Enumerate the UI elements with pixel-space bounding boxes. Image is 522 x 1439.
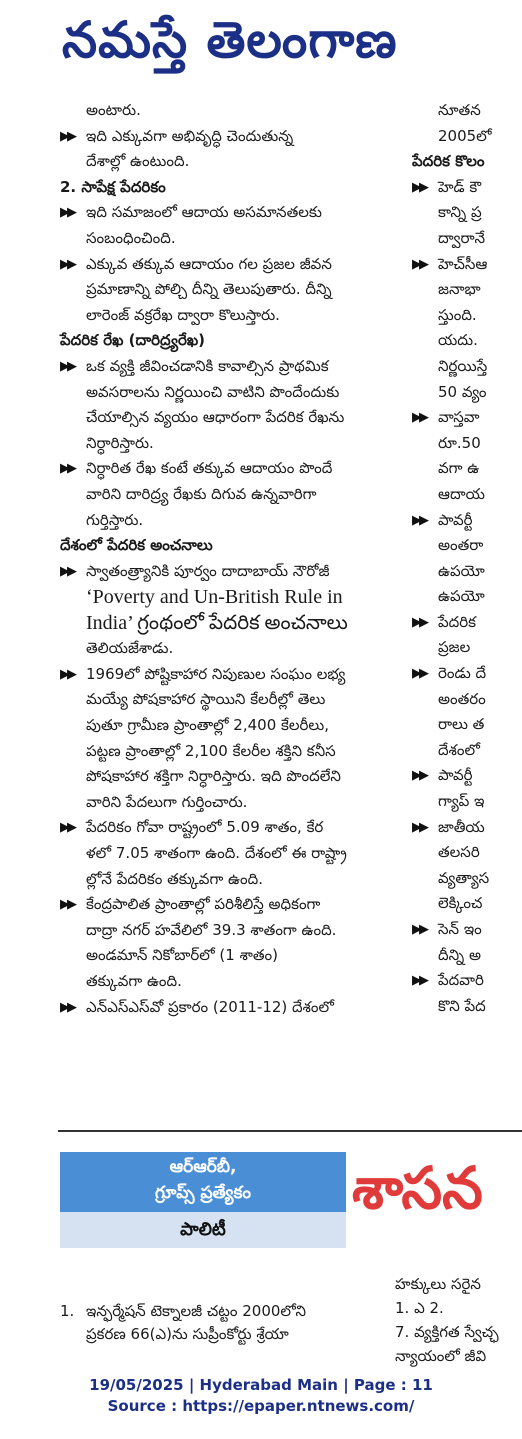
text-line: ఆదాయ <box>438 484 485 503</box>
text-line: రూ.50 <box>438 433 481 452</box>
text-line: అండమాన్ నికోబార్‌లో (1 శాతం) <box>86 946 278 965</box>
double-arrow-icon: ▶▶ <box>60 666 74 682</box>
text-line: కాన్ని ప్ర <box>438 203 482 222</box>
bullet-item <box>412 175 522 201</box>
text-line: పావర్టీ <box>438 510 473 529</box>
text-line: స్తుంది. <box>438 305 477 324</box>
bullet-item <box>60 559 408 585</box>
text-line: పేదరికం గోవా రాష్ట్రంలో 5.09 శాతం, కేర <box>86 818 324 837</box>
bullet-item <box>412 968 522 994</box>
left-column <box>60 98 408 1020</box>
text-line: తక్కువగా ఉంది. <box>86 972 182 990</box>
double-arrow-icon: ▶▶ <box>412 410 426 426</box>
text-line: సంబంధించింది. <box>86 228 176 247</box>
text-line: 1. ఎ 2. <box>395 1299 444 1317</box>
text-line: వారిని దారిద్ర్య రేఖకు దిగువ ఉన్నవారిగా <box>86 484 317 503</box>
text-line: స్వాతంత్ర్యానికి పూర్వం దాదాబాయ్ నౌరోజీ <box>86 561 330 580</box>
text-line: ప్రమాణాన్ని పోల్చి దీన్ని తెలుపుతారు. దీన్ని <box>86 280 332 299</box>
question-text: ప్రకరణ 66(ఎ)ను సుప్రీంకోర్టు శ్రేయా <box>86 1325 289 1343</box>
text-line: రాలు త <box>438 715 485 734</box>
text-line: పోషకాహార శక్తిగా నిర్ధారిస్తారు. ఇది పొందలేని <box>86 767 341 786</box>
double-arrow-icon: ▶▶ <box>60 820 74 836</box>
double-arrow-icon: ▶▶ <box>412 512 426 528</box>
text-line: ఎక్కువ తక్కువ ఆదాయం గల ప్రజల జీవన <box>86 254 332 273</box>
double-arrow-icon: ▶▶ <box>412 973 426 989</box>
article-headline: శాసన <box>352 1154 483 1222</box>
text-line: వారిని పేదలుగా గుర్తించారు. <box>86 792 248 811</box>
bullet-item <box>412 661 522 687</box>
text-line: తలసరి <box>438 843 480 862</box>
double-arrow-icon: ▶▶ <box>412 768 426 784</box>
text-line: నిర్ధారిత రేఖ కంటే తక్కువ ఆదాయం పొందే <box>86 459 333 478</box>
double-arrow-icon: ▶▶ <box>60 358 74 374</box>
text-line-english: ‘Poverty and Un-British Rule in <box>86 586 343 609</box>
bullet-item <box>412 815 522 841</box>
right-questions-cropped <box>395 1272 522 1368</box>
section-heading: 2. సాపేక్ష పేదరికం <box>60 177 166 196</box>
text-line: గ్యాప్ ఇ <box>438 792 485 811</box>
text-line: ఉపయో <box>438 561 485 580</box>
text-line: అంటారు. <box>86 101 141 119</box>
subject-heading: పాలిటీ <box>60 1212 346 1248</box>
bullet-item <box>60 124 408 150</box>
text-line: ఇది సమాజంలో ఆదాయ అసమానతలకు <box>86 203 322 222</box>
masthead-logo: నమస్తే తెలంగాణ <box>62 10 398 69</box>
double-arrow-icon: ▶▶ <box>412 666 426 682</box>
bullet-item <box>412 610 522 636</box>
double-arrow-icon: ▶▶ <box>412 819 426 835</box>
text-line: కేంద్రపాలిత ప్రాంతాల్లో పరిశీలిస్తే అధికంగా <box>86 895 321 914</box>
question-item <box>60 1300 370 1346</box>
double-arrow-icon: ▶▶ <box>60 563 74 579</box>
text-line: పట్టణ ప్రాంతాల్లో 2,100 కేలరీల శక్తిని కనీస <box>86 741 336 760</box>
text-line: జాతీయ <box>438 817 485 836</box>
banner-line: ఆర్‌ఆర్‌బీ, <box>169 1157 237 1177</box>
text-line: హక్కులు సరైన <box>395 1275 481 1293</box>
text-line: యదు. <box>438 331 478 350</box>
text-line: ప్రజల <box>438 638 471 657</box>
double-arrow-icon: ▶▶ <box>60 999 74 1015</box>
bullet-item <box>60 354 408 380</box>
edition-info: 19/05/2025 | Hyderabad Main | Page : 11 <box>89 1376 433 1394</box>
double-arrow-icon: ▶▶ <box>60 128 74 144</box>
bullet-item <box>60 892 408 918</box>
bullet-item <box>60 456 408 482</box>
text-line: ద్వారానే <box>438 228 486 247</box>
text-line: గుర్తిస్తారు. <box>86 510 144 529</box>
text-line: దేశాల్లో ఉంటుంది. <box>86 152 190 171</box>
text-line-english: India’ గ్రంథంలో పేదరిక అంచనాలు <box>86 612 348 635</box>
section-heading: పేదరిక రేఖ (దారిద్ర్యరేఖ) <box>60 331 206 350</box>
text-line: అంతరా <box>438 536 484 555</box>
double-arrow-icon: ▶▶ <box>412 179 426 195</box>
text-line: పుతూ గ్రామీణ ప్రాంతాల్లో 2,400 కేలరీలు, <box>86 716 329 735</box>
text-line: రెండు దే <box>438 664 487 683</box>
text-line: దాద్రా నగర్ హవేలిలో 39.3 శాతంగా ఉంది. <box>86 920 337 939</box>
text-line: ఉపయో <box>438 587 485 606</box>
bullet-item <box>412 405 522 431</box>
bullet-item <box>60 662 408 688</box>
text-line: ఇది ఎక్కువగా అభివృద్ధి చెందుతున్న <box>86 126 294 145</box>
text-line: అవసరాలను నిర్ణయించి వాటిని పొందేందుకు <box>86 382 340 401</box>
text-line: ల్లోనే పేదరికం తక్కువగా ఉంది. <box>86 869 263 888</box>
bullet-item <box>412 252 522 278</box>
bullet-item <box>60 995 408 1021</box>
text-line: 7. వ్యక్తిగత స్వేచ్ఛ <box>395 1323 499 1341</box>
source-link[interactable]: Source : https://epaper.ntnews.com/ <box>107 1397 415 1415</box>
text-line: వ్యత్యాస <box>438 868 490 887</box>
text-line: పేదరిక <box>438 612 476 631</box>
double-arrow-icon: ▶▶ <box>412 256 426 272</box>
text-line: ఒక వ్యక్తి జీవించడానికి కావాల్సిన ప్రాథమిక <box>86 356 329 375</box>
question-text: ఇన్ఫర్మేషన్ టెక్నాలజీ చట్టం 2000లోని <box>86 1302 306 1320</box>
right-column-cropped <box>412 98 522 1019</box>
text-line: 2005లో <box>438 126 492 145</box>
text-line: దీన్ని అ <box>438 945 482 964</box>
category-banner <box>60 1152 346 1212</box>
text-line: మయ్యే పోషకాహార స్థాయిని కేలరీల్లో తెలు <box>86 690 326 709</box>
bullet-item <box>412 508 522 534</box>
double-arrow-icon: ▶▶ <box>60 256 74 272</box>
bullet-item <box>412 763 522 789</box>
text-line: ళలో 7.05 శాతంగా ఉంది. దేశంలో ఈ రాష్ట్రా <box>86 844 347 863</box>
section-divider <box>58 1130 522 1132</box>
section-heading: దేశంలో పేదరిక అంచనాలు <box>60 536 213 555</box>
text-line: హెడ్ కౌ <box>438 177 482 196</box>
text-line: దేశంలో <box>438 740 480 759</box>
text-line: నిర్ధారిస్తారు. <box>86 433 154 452</box>
double-arrow-icon: ▶▶ <box>60 205 74 221</box>
double-arrow-icon: ▶▶ <box>412 614 426 630</box>
text-line: న్యాయంలో జీవి <box>395 1347 487 1365</box>
bullet-item <box>412 917 522 943</box>
source-footer <box>0 1375 522 1417</box>
text-line: పేదవారి <box>438 971 484 990</box>
text-line: 1969లో పోష్టికాహార నిపుణుల సంఘం లభ్య <box>86 664 346 683</box>
text-line: జనాభా <box>438 280 481 299</box>
text-line: సెన్ ఇం <box>438 920 482 938</box>
text-line: ఎన్‌ఎస్‌ఎస్‌వో ప్రకారం (2011-12) దేశంలో <box>86 997 334 1016</box>
text-line: అంతరం <box>438 689 486 708</box>
bullet-item <box>60 815 408 841</box>
banner-line: గ్రూప్స్ ప్రత్యేకం <box>155 1183 251 1203</box>
question-number: 1. <box>60 1302 75 1320</box>
text-line: లెక్కించ <box>438 894 483 913</box>
text-line: హెచ్‌సీఆ <box>438 254 488 273</box>
text-line: 50 వ్యం <box>438 382 487 401</box>
text-line: వాస్తవా <box>438 408 480 427</box>
text-line: నూతన <box>438 101 481 119</box>
section-heading: పేదరిక కొలం <box>412 152 485 171</box>
text-line: లారెంజ్ వక్రరేఖ ద్వారా కొలుస్తారు. <box>86 305 280 324</box>
text-line: కొని పేద <box>438 996 486 1015</box>
text-line: పావర్టీ <box>438 766 473 785</box>
bullet-item <box>60 252 408 278</box>
double-arrow-icon: ▶▶ <box>412 922 426 937</box>
double-arrow-icon: ▶▶ <box>60 897 74 913</box>
text-line: చేయాల్సిన వ్యయం ఆధారంగా పేదరిక రేఖను <box>86 408 345 427</box>
text-line: నిర్ణయిస్తే <box>438 356 488 375</box>
double-arrow-icon: ▶▶ <box>60 461 74 477</box>
bullet-item <box>60 200 408 226</box>
text-line: వగా ఉ <box>438 459 480 478</box>
text-line: తెలియజేశాడు. <box>86 639 174 658</box>
